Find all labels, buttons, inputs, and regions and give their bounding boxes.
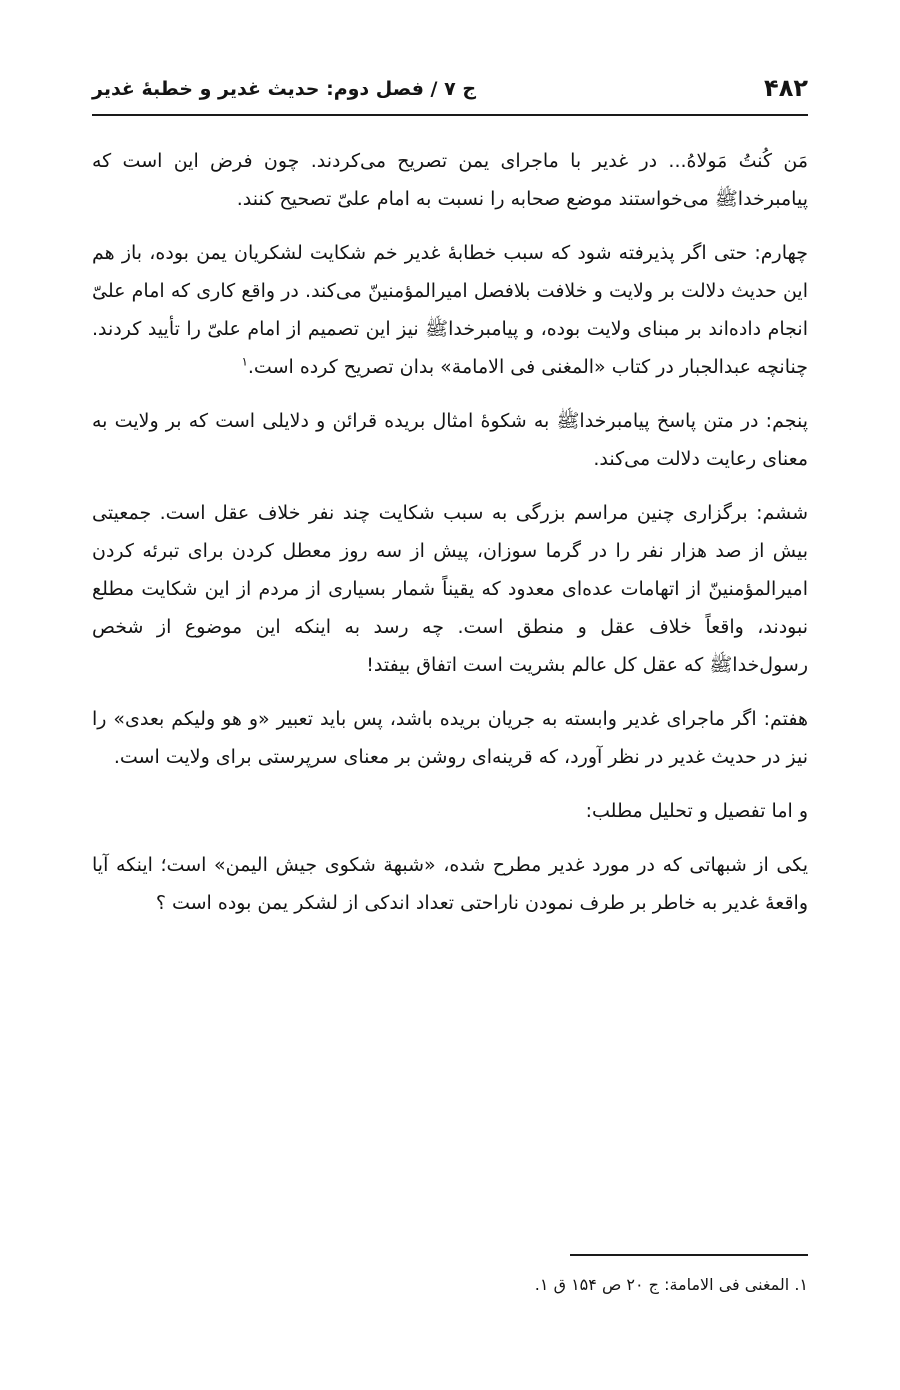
paragraph-3: پنجم: در متن پاسخ پیامبرخداﷺ به شکوهٔ امثال بریده قرائن و دلایلی است که بر ولایت به معنای رعایت دلالت می‌کند. [92, 410, 808, 470]
footnote-marker: ۱ [241, 354, 248, 369]
paragraph-2-text: چهارم: حتی اگر پذیرفته شود که سبب خطابهٔ غدیر خم شکایت لشکریان یمن بوده، باز هم این حدیث دلالت بر ولایت و خلافت بلافصل امیرالمؤمنینّ می‌کند. در واقع کاری که امام علیّ انجام داده‌اند بر مبنای ولایت بوده، و پیامبرخداﷺ نیز این تصمیم از امام علیّ را تأیید کردند. چنانچه عبدالجبار در کتاب «المغنی فی الامامة» بدان تصریح کرده است. [92, 242, 808, 378]
paragraph-2 [92, 234, 808, 386]
body-text [92, 142, 808, 938]
paragraph-6: و اما تفصیل و تحلیل مطلب: [585, 800, 808, 822]
footnote: ۱. المغنی فی الامامة: ج ۲۰ ص ۱۵۴ ق ۱. [534, 1275, 808, 1294]
paragraph-5: هفتم: اگر ماجرای غدیر وابسته به جریان بریده باشد، پس باید تعبیر «و هو ولیکم بعدی» را نیز در حدیث غدیر در نظر آورد، که قرینه‌ای روشن بر معنای سرپرستی برای ولایت است. [92, 708, 808, 768]
paragraph-1: مَن کُنتُ مَولاهُ... در غدیر با ماجرای یمن تصریح می‌کردند. چون فرض این است که پیامبرخداﷺ می‌خواستند موضع صحابه را نسبت به امام علیّ تصحیح کنند. [92, 150, 808, 210]
page-number: ۴۸۲ [764, 74, 808, 102]
paragraph-4: ششم: برگزاری چنین مراسم بزرگی به سبب شکایت چند نفر خلاف عقل است. جمعیتی بیش از صد هزار نفر را در گرما سوزان، پیش از سه روز معطل کردن برای تبرئه کردن امیرالمؤمنینّ از اتهامات عده‌ای معدود که یقیناً شمار بسیاری از مردم از این شکایت مطلع نبودند، واقعاً خلاف عقل و منطق است. چه رسد به اینکه این موضوع از شخص رسول‌خداﷺ که عقل کل عالم بشریت است اتفاق بیفتد! [92, 502, 808, 676]
footnote-divider [570, 1254, 808, 1256]
page-header [92, 70, 808, 116]
paragraph-7: یکی از شبهاتی که در مورد غدیر مطرح شده، «شبهة شکوی جیش الیمن» است؛ اینکه آیا واقعهٔ غدیر به خاطر بر طرف نمودن ناراحتی تعداد اندکی از لشکر یمن بوده است ؟ [92, 854, 808, 914]
running-title: ج ۷ / فصل دوم: حدیث غدیر و خطبهٔ غدیر [92, 78, 477, 100]
